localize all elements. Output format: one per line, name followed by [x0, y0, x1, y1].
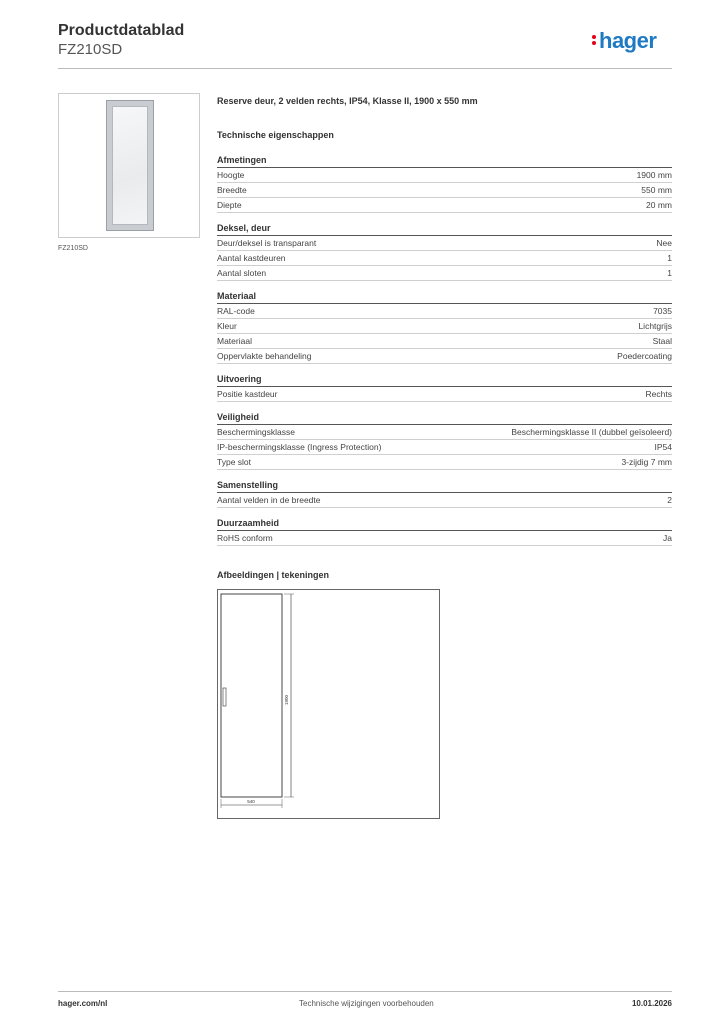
logo-text: hager [599, 28, 657, 53]
spec-row [217, 319, 672, 334]
spec-value: 7035 [653, 306, 672, 316]
spec-section [217, 154, 672, 213]
spec-value: 1 [667, 268, 672, 278]
image-caption: FZ210SD [58, 245, 88, 252]
spec-row [217, 266, 672, 281]
spec-value: Staal [652, 336, 672, 346]
tech-heading: Technische eigenschappen [217, 130, 334, 140]
width-dim-label: 540 [247, 799, 255, 804]
section-title: Samenstelling [217, 479, 672, 493]
spec-value: 1 [667, 253, 672, 263]
spec-row [217, 251, 672, 266]
spec-value: IP54 [654, 442, 672, 452]
spec-label: RAL-code [217, 306, 255, 316]
spec-row [217, 387, 672, 402]
spec-label: Breedte [217, 185, 247, 195]
spec-value: Poedercoating [617, 351, 672, 361]
spec-value: 2 [667, 495, 672, 505]
footer-note: Technische wijzigingen voorbehouden [299, 999, 434, 1008]
section-title: Uitvoering [217, 373, 672, 387]
spec-row [217, 493, 672, 508]
spec-row [217, 531, 672, 546]
spec-sections [217, 154, 672, 546]
spec-row [217, 183, 672, 198]
spec-label: RoHS conform [217, 533, 273, 543]
spec-value: Rechts [645, 389, 672, 399]
door-image [106, 100, 154, 231]
website-link[interactable]: hager.com/nl [58, 999, 108, 1008]
spec-label: IP-beschermingsklasse (Ingress Protection) [217, 442, 382, 452]
spec-value: 3-zijdig 7 mm [621, 457, 672, 467]
spec-label: Positie kastdeur [217, 389, 278, 399]
spec-row [217, 334, 672, 349]
spec-section [217, 222, 672, 281]
spec-value: 20 mm [646, 200, 672, 210]
spec-row [217, 304, 672, 319]
product-description: Reserve deur, 2 velden rechts, IP54, Klasse II, 1900 x 550 mm [217, 96, 478, 106]
spec-label: Oppervlakte behandeling [217, 351, 312, 361]
spec-label: Type slot [217, 457, 252, 467]
logo-dots-icon [592, 33, 597, 47]
spec-row [217, 455, 672, 470]
section-title: Materiaal [217, 290, 672, 304]
page-title: Productdatablad [58, 22, 185, 39]
spec-row [217, 425, 672, 440]
spec-label: Aantal velden in de breedte [217, 495, 321, 505]
spec-row [217, 349, 672, 364]
spec-label: Diepte [217, 200, 242, 210]
product-code: FZ210SD [58, 41, 123, 58]
footer-date: 10.01.2026 [631, 999, 672, 1008]
spec-section [217, 373, 672, 402]
section-title: Afmetingen [217, 154, 672, 168]
spec-section [217, 290, 672, 364]
spec-value: 550 mm [641, 185, 672, 195]
door-panel [112, 106, 148, 225]
spec-label: Kleur [217, 321, 237, 331]
section-title: Deksel, deur [217, 222, 672, 236]
header-divider [58, 68, 672, 69]
spec-value: Nee [656, 238, 672, 248]
section-title: Veiligheid [217, 411, 672, 425]
spec-label: Aantal kastdeuren [217, 253, 286, 263]
spec-section [217, 479, 672, 508]
drawing-door-outline [221, 594, 282, 797]
drawing-svg [218, 590, 439, 818]
spec-value: Ja [663, 533, 672, 543]
spec-value: Lichtgrijs [638, 321, 672, 331]
spec-label: Beschermingsklasse [217, 427, 295, 437]
spec-value: Beschermingsklasse II (dubbel geïsoleerd) [511, 427, 672, 437]
spec-label: Deur/deksel is transparant [217, 238, 317, 248]
section-title: Duurzaamheid [217, 517, 672, 531]
hager-logo[interactable] [592, 28, 656, 54]
drawings-title: Afbeeldingen | tekeningen [217, 570, 330, 580]
spec-row [217, 236, 672, 251]
spec-row [217, 440, 672, 455]
spec-row [217, 168, 672, 183]
technical-drawing [217, 589, 440, 819]
spec-row [217, 198, 672, 213]
spec-area [217, 96, 672, 555]
drawing-lock [223, 688, 226, 706]
height-dim-label: 1900 [284, 694, 289, 706]
product-image [58, 93, 200, 238]
spec-section [217, 517, 672, 546]
spec-label: Hoogte [217, 170, 245, 180]
spec-label: Materiaal [217, 336, 252, 346]
footer-divider [58, 991, 672, 992]
spec-section [217, 411, 672, 470]
spec-label: Aantal sloten [217, 268, 267, 278]
spec-value: 1900 mm [636, 170, 672, 180]
